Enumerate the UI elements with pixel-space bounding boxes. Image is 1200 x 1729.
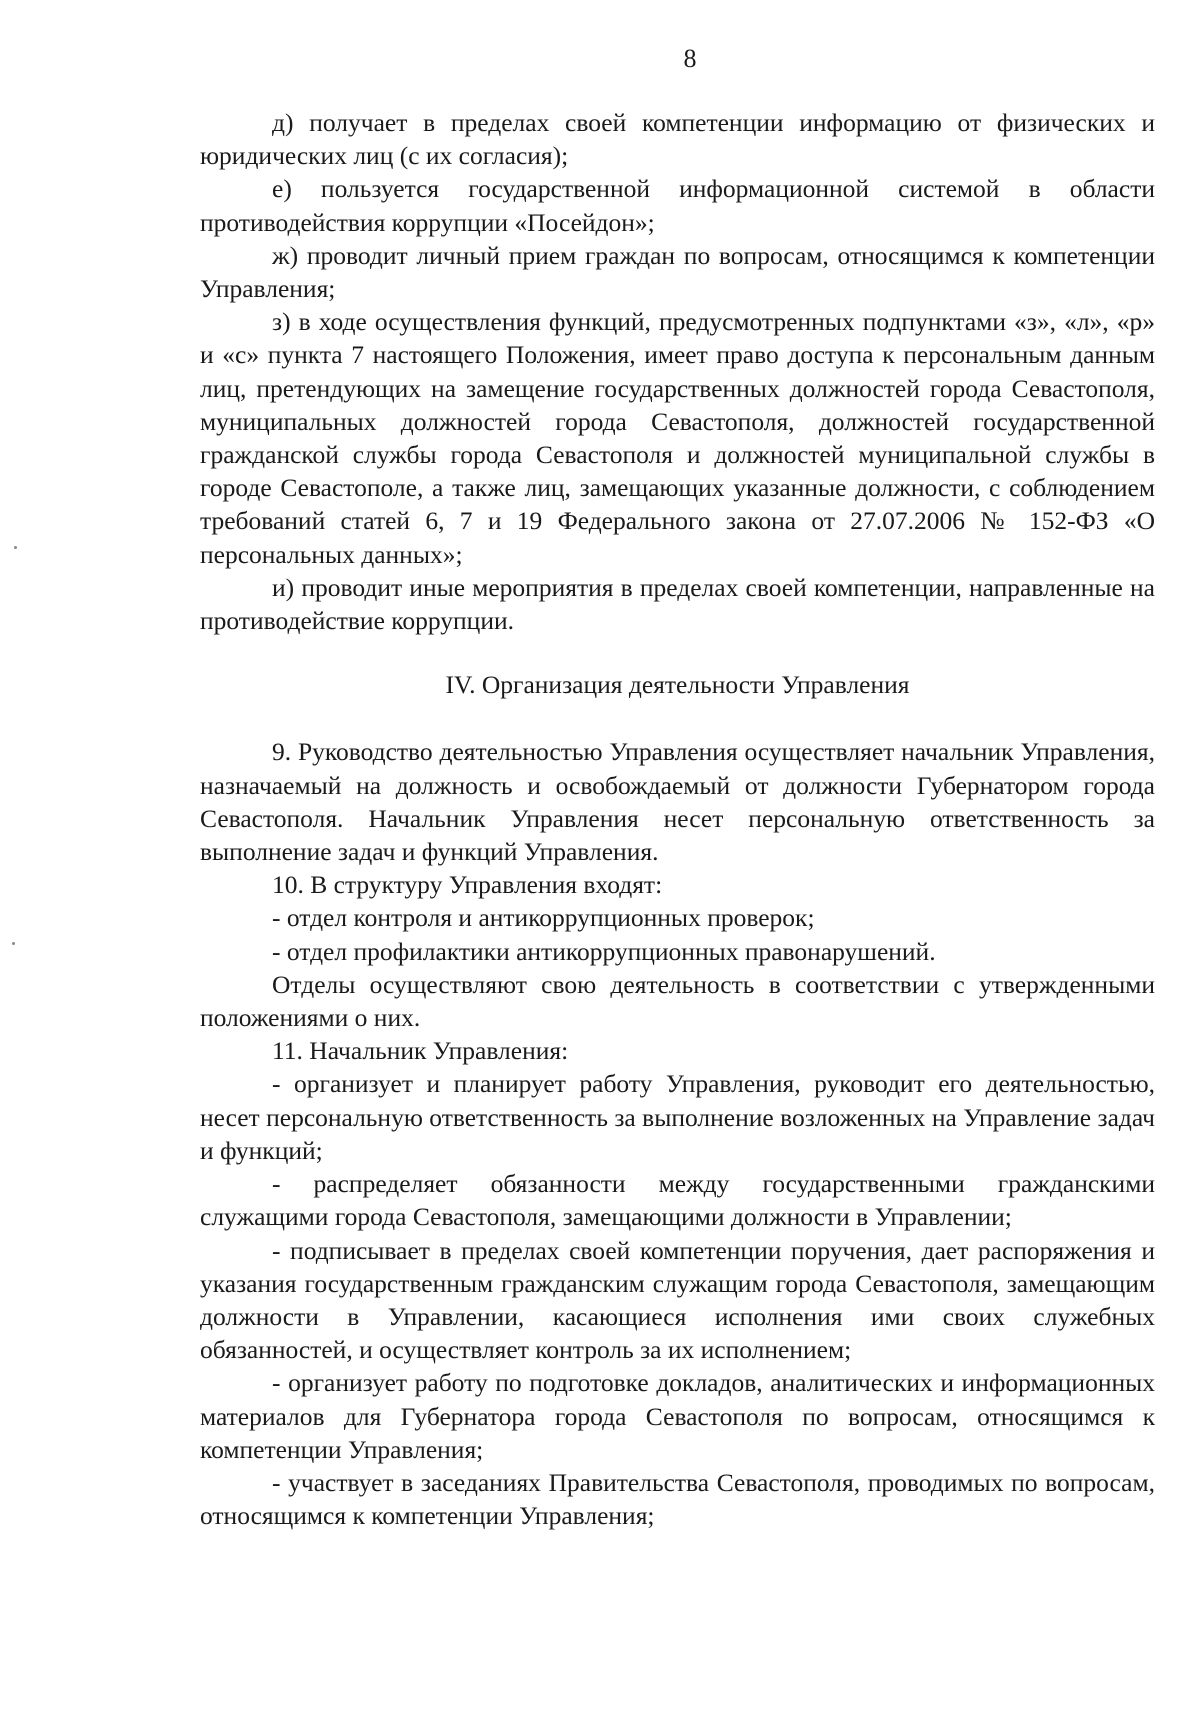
clause-d: д) получает в пределах своей компетенции информацию от физических и юридических лиц (с их согласия); [200, 108, 1155, 171]
duty-item: - организует и планирует работу Управления, руководит его деятельностью, несет персональную ответственность за выполнение возложенных на Управление задач и функций; [200, 1069, 1155, 1165]
item-10: 10. В структуру Управления входят: [272, 870, 663, 900]
section-heading: IV. Организация деятельности Управления [445, 670, 910, 700]
clause-zh: ж) проводит личный прием граждан по вопросам, относящимся к компетенции Управления; [200, 240, 1155, 304]
department-item: - отдел контроля и антикоррупционных проверок; [272, 903, 815, 933]
duty-item: - подписывает в пределах своей компетенции поручения, дает распоряжения и указания государственным гражданским служащим города Севастополя, замещающим должности в Управлении, касающиеся исполнения ими своих служебных обязанностей, и осуществляет контроль за их исполнением; [200, 1235, 1155, 1365]
duty-item: - организует работу по подготовке докладов, аналитических и информационных материалов для Губернатора города Севастополя по вопросам, относящимся к компетенции Управления; [200, 1368, 1155, 1464]
clause-z: з) в ходе осуществления функций, предусмотренных подпунктами «з», «л», «р» и «с» пункта 7 настоящего Положения, имеет право доступа к персональным данным лиц, претендующих на замещение государственных должностей города Севастополя, муниципальных должностей города Севастополя, должностей государственной гражданской службы города Севастополя и должностей муниципальной службы в городе Севастополе, а также лиц, замещающих указанные должности, с соблюдением требований статей 6, 7 и 19 Федерального закона от 27.07.2006 № 152-ФЗ «О персональных данных»; [200, 307, 1155, 569]
department-item: - отдел профилактики антикоррупционных правонарушений. [272, 936, 936, 966]
departments-note: Отделы осуществляют свою деятельность в соответствии с утвержденными положениями о них. [200, 969, 1155, 1033]
page-number: 8 [683, 44, 697, 73]
clause-e: е) пользуется государственной информационной системой в области противодействия коррупции «Посейдон»; [200, 174, 1155, 237]
item-9: 9. Руководство деятельностью Управления осуществляет начальник Управления, назначаемый на должность и освобождаемый от должности Губернатором города Севастополя. Начальник Управления несет персональную ответственность за выполнение задач и функций Управления. [200, 737, 1155, 867]
duty-item: - участвует в заседаниях Правительства Севастополя, проводимых по вопросам, относящимся к компетенции Управления; [200, 1467, 1155, 1531]
document-body [200, 106, 1155, 1532]
scan-mark [14, 546, 17, 549]
scan-mark [12, 942, 15, 945]
clause-i: и) проводит иные мероприятия в пределах своей компетенции, направленные на противодействие коррупции. [200, 572, 1155, 636]
item-11: 11. Начальник Управления: [272, 1036, 569, 1066]
duty-item: - распределяет обязанности между государственными гражданскими служащими города Севастополя, замещающими должности в Управлении; [200, 1169, 1155, 1232]
